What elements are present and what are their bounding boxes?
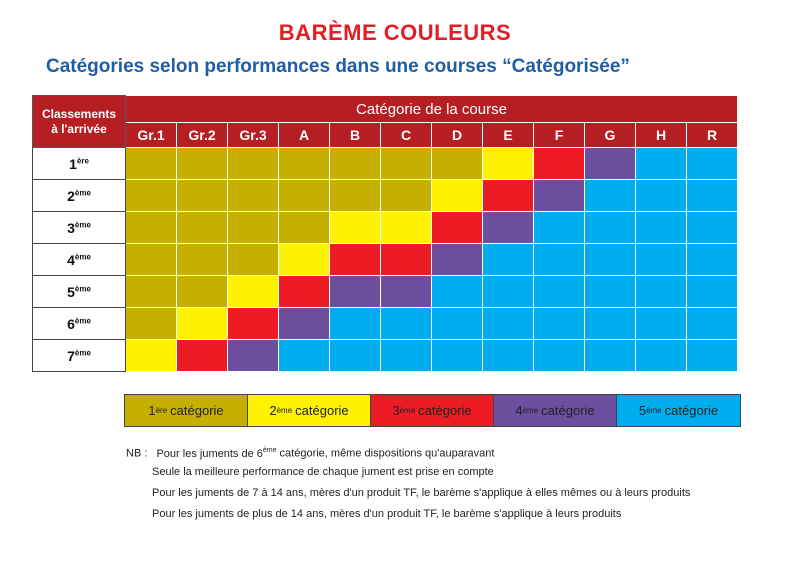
note-1-part-b: catégorie, même dispositions qu'auparavant [276, 447, 495, 460]
category-cell [330, 340, 381, 372]
category-cell [585, 340, 636, 372]
legend-number: 5 [638, 403, 647, 418]
table-row [33, 276, 738, 308]
category-cell [432, 276, 483, 308]
category-cell [126, 276, 177, 308]
category-cell [483, 244, 534, 276]
category-cell [585, 244, 636, 276]
row-label-suffix: ème [74, 283, 91, 293]
category-cell [228, 180, 279, 212]
note-line-2: Seule la meilleure performance de chaque jument est prise en compte [152, 466, 494, 478]
category-cell [126, 244, 177, 276]
legend-item [125, 395, 248, 426]
legend-item [371, 395, 494, 426]
category-cell [483, 276, 534, 308]
legend-label: catégorie [541, 403, 595, 418]
category-cell [636, 340, 687, 372]
category-cell [534, 180, 585, 212]
category-cell [228, 276, 279, 308]
category-cell [228, 212, 279, 244]
note-1-part-a: Pour les juments de 6 [156, 447, 263, 460]
row-label-number: 7 [67, 347, 75, 364]
category-cell [636, 180, 687, 212]
column-header: Gr.2 [177, 123, 228, 148]
row-label [33, 308, 126, 340]
category-table [32, 95, 738, 372]
page-subtitle: Catégories selon performances dans une courses “Catégorisée” [46, 56, 630, 77]
category-cell [432, 180, 483, 212]
category-cell [585, 180, 636, 212]
category-cell [330, 212, 381, 244]
row-label-suffix: ème [74, 251, 91, 261]
category-cell [585, 148, 636, 180]
category-cell [687, 308, 738, 340]
column-header: Gr.1 [126, 123, 177, 148]
category-cell [534, 276, 585, 308]
table-row [33, 212, 738, 244]
category-cell [330, 180, 381, 212]
category-cell [687, 244, 738, 276]
category-cell [534, 212, 585, 244]
category-cell [228, 148, 279, 180]
category-cell [432, 308, 483, 340]
category-cell [381, 340, 432, 372]
column-header: A [279, 123, 330, 148]
category-cell [534, 308, 585, 340]
row-label-suffix: ème [74, 315, 91, 325]
column-header: G [585, 123, 636, 148]
rankings-header-line1: Classements [41, 106, 117, 121]
row-label [33, 212, 126, 244]
page-title: BARÈME COULEURS [278, 20, 512, 45]
category-cell [687, 340, 738, 372]
column-header: H [636, 123, 687, 148]
table-row [33, 244, 738, 276]
category-cell [279, 212, 330, 244]
table-body [33, 148, 738, 372]
legend-suffix: ème [646, 406, 662, 415]
category-cell [279, 148, 330, 180]
legend-number: 2 [269, 403, 277, 418]
category-cell [636, 276, 687, 308]
category-cell [636, 212, 687, 244]
category-cell [381, 244, 432, 276]
category-cell [381, 308, 432, 340]
legend-label: catégorie [664, 403, 719, 418]
row-label-suffix: ème [74, 219, 91, 229]
legend-item [494, 395, 617, 426]
category-cell [432, 148, 483, 180]
category-cell [279, 276, 330, 308]
category-cell [483, 308, 534, 340]
category-cell [636, 148, 687, 180]
category-cell [330, 276, 381, 308]
category-cell [177, 180, 228, 212]
category-cell [381, 212, 432, 244]
column-header: B [330, 123, 381, 148]
legend-suffix: ème [522, 406, 539, 415]
column-header: Gr.3 [228, 123, 279, 148]
legend-suffix: ème [399, 406, 416, 415]
column-header-row [33, 123, 738, 148]
category-cell [534, 244, 585, 276]
category-cell [279, 180, 330, 212]
category-cell [177, 212, 228, 244]
table-row [33, 148, 738, 180]
row-label-number: 3 [67, 219, 75, 236]
category-cell [228, 308, 279, 340]
note-line-4: Pour les juments de plus de 14 ans, mères d'un produit TF, le barème s'applique à leurs produits [152, 508, 622, 520]
category-cell [381, 276, 432, 308]
category-cell [177, 276, 228, 308]
row-label-suffix: ème [74, 347, 91, 357]
category-cell [228, 340, 279, 372]
legend-label: catégorie [170, 403, 224, 418]
category-cell [126, 212, 177, 244]
row-label-number: 1 [69, 155, 77, 172]
category-header: Catégorie de la course [126, 96, 738, 123]
note-line-3: Pour les juments de 7 à 14 ans, mères d'un produit TF, le barème s'applique à elles mêmes ou à leurs produits [152, 487, 691, 499]
legend-label: catégorie [418, 403, 472, 418]
category-cell [483, 340, 534, 372]
category-cell [126, 308, 177, 340]
note-prefix: NB : [126, 447, 148, 460]
category-cell [432, 244, 483, 276]
category-cell [228, 244, 279, 276]
category-cell [330, 148, 381, 180]
category-cell [687, 276, 738, 308]
notes [126, 444, 690, 528]
note-1-sup: ème [262, 447, 277, 454]
category-cell [687, 180, 738, 212]
category-cell [432, 340, 483, 372]
legend [124, 394, 741, 427]
category-cell [483, 180, 534, 212]
legend-number: 4 [515, 403, 523, 418]
table-row [33, 340, 738, 372]
category-cell [534, 340, 585, 372]
legend-item [248, 395, 371, 426]
category-cell [585, 212, 636, 244]
category-cell [126, 180, 177, 212]
category-cell [585, 276, 636, 308]
category-cell [330, 244, 381, 276]
column-header: R [687, 123, 738, 148]
column-header: D [432, 123, 483, 148]
category-cell [636, 244, 687, 276]
legend-number: 3 [392, 403, 400, 418]
table-row [33, 308, 738, 340]
category-cell [177, 340, 228, 372]
category-cell [432, 212, 483, 244]
category-cell [279, 244, 330, 276]
row-label-suffix: ère [76, 155, 89, 165]
row-label-number: 6 [67, 315, 75, 332]
row-label [33, 244, 126, 276]
category-cell [177, 244, 228, 276]
category-cell [687, 148, 738, 180]
rankings-header-line2: à l'arrivée [51, 121, 107, 136]
column-header: F [534, 123, 585, 148]
row-label [33, 180, 126, 212]
legend-item [617, 395, 740, 426]
row-label-number: 5 [67, 283, 75, 300]
column-header: E [483, 123, 534, 148]
category-cell [126, 340, 177, 372]
row-label-number: 4 [67, 251, 75, 268]
category-cell [177, 308, 228, 340]
category-cell [381, 148, 432, 180]
row-label-number: 2 [67, 187, 75, 204]
table-row [33, 180, 738, 212]
legend-number: 1 [148, 403, 156, 418]
legend-suffix: ème [276, 406, 293, 415]
note-line-1 [126, 444, 690, 465]
row-label-suffix: ème [74, 187, 91, 197]
category-cell [279, 308, 330, 340]
category-cell [177, 148, 228, 180]
category-cell [483, 212, 534, 244]
category-cell [483, 148, 534, 180]
row-label [33, 340, 126, 372]
rankings-header [33, 96, 126, 148]
column-header: C [381, 123, 432, 148]
category-cell [381, 180, 432, 212]
category-cell [126, 148, 177, 180]
row-label [33, 148, 126, 180]
category-cell [279, 340, 330, 372]
legend-suffix: ère [155, 406, 168, 415]
category-cell [687, 212, 738, 244]
category-cell [585, 308, 636, 340]
category-cell [330, 308, 381, 340]
category-cell [534, 148, 585, 180]
legend-label: catégorie [295, 403, 349, 418]
row-label [33, 276, 126, 308]
category-cell [636, 308, 687, 340]
